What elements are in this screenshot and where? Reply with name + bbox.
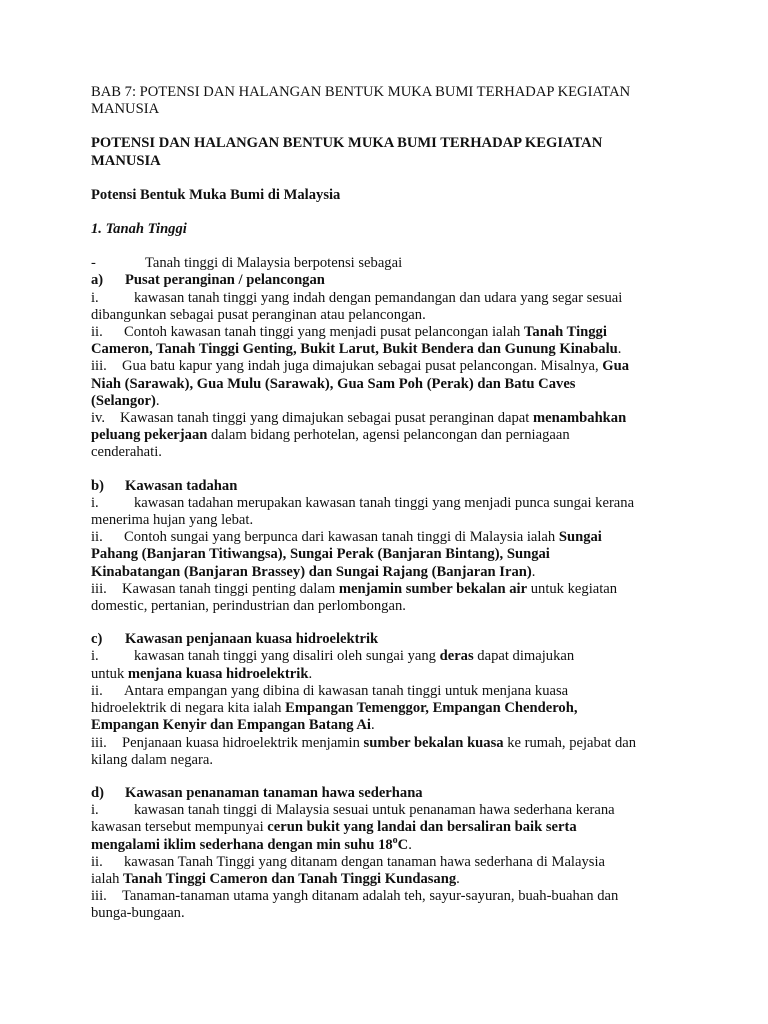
- item-d-ii-end: .: [456, 870, 460, 887]
- main-title-line1: POTENSI DAN HALANGAN BENTUK MUKA BUMI TERHADAP KEGIATAN: [91, 135, 603, 152]
- item-a-iv-text2: dalam bidang perhotelan, agensi pelancongan dan perniagaan: [207, 427, 570, 444]
- intro-text: Tanah tinggi di Malaysia berpotensi sebagai: [145, 255, 403, 272]
- item-d-ii-num: ii.: [91, 853, 103, 870]
- item-d-ii-bold1: Tanah Tinggi Cameron dan Tanah Tinggi Kundasang: [123, 870, 457, 887]
- chapter-title-line2: MANUSIA: [91, 101, 160, 118]
- item-c-point-ii: [91, 683, 678, 735]
- item-a-iv-bold1: menambahkan: [532, 410, 627, 427]
- item-b-point-i: [91, 495, 678, 529]
- item-a-point-ii: [91, 324, 678, 358]
- item-c-i-text: kawasan tanah tinggi yang disaliri oleh sungai yang: [134, 648, 440, 665]
- item-a-ii-bold1: Tanah Tinggi: [524, 324, 607, 341]
- item-a-i-line2: dibangunkan sebagai pusat peranginan atau pelancongan.: [91, 306, 426, 323]
- item-c-iii-text2: ke rumah, pejabat dan: [503, 734, 637, 751]
- item-c-i-text2: dapat dimajukan: [473, 648, 575, 665]
- item-a-iv-text3: cenderahati.: [91, 444, 162, 461]
- item-c-point-iii: [91, 735, 678, 769]
- item-a-iv-bold2: peluang pekerjaan: [91, 427, 208, 444]
- item-a-i-num: i.: [91, 289, 99, 306]
- item-d-iii-num: iii.: [91, 888, 107, 905]
- item-b-heading: [91, 478, 678, 495]
- main-title-line2: MANUSIA: [91, 152, 161, 169]
- chapter-title-line1: BAB 7: POTENSI DAN HALANGAN BENTUK MUKA BUMI TERHADAP KEGIATAN: [91, 84, 631, 100]
- item-d-i-bold3: C: [397, 836, 409, 853]
- item-b-point-ii: [91, 529, 678, 581]
- item-a-ii-text: Contoh kawasan tanah tinggi yang menjadi pusat pelancongan ialah: [124, 324, 525, 341]
- item-d-point-i: [91, 802, 678, 854]
- item-d-iii-text: Tanaman-tanaman utama yangh ditanam adalah teh, sayur-sayuran, buah-buahan dan: [122, 888, 619, 905]
- item-a-heading: [91, 272, 678, 289]
- item-c-i-bold1: deras: [439, 648, 474, 665]
- item-d-i-text2: kawasan tersebut mempunyai: [91, 819, 268, 836]
- item-d-heading: [91, 785, 678, 802]
- item-a-ii-bold2: Cameron, Tanah Tinggi Genting, Bukit Larut, Bukit Bendera dan Gunung Kinabalu: [91, 341, 618, 358]
- item-c-label: c): [91, 631, 103, 648]
- item-c-iii-bold1: sumber bekalan kuasa: [363, 734, 504, 751]
- item-c-iii-text3: kilang dalam negara.: [91, 751, 213, 768]
- item-c-i-end: .: [308, 665, 313, 682]
- item-a-iii-bold1: Gua: [602, 358, 630, 375]
- item-b-iii-text3: domestic, pertanian, perindustrian dan perlombongan.: [91, 598, 406, 615]
- item-c-ii-text2: hidroelektrik di negara kita ialah: [91, 700, 286, 717]
- item-a-ii-num: ii.: [91, 324, 103, 341]
- item-d-i-num: i.: [91, 802, 99, 819]
- item-d-i-bold2: mengalami iklim sederhana dengan min suhu 18: [91, 836, 393, 853]
- item-d-point-iii: [91, 888, 678, 922]
- item-d-i-bold1: cerun bukit yang landai dan bersaliran baik serta: [267, 819, 577, 836]
- item-b-ii-bold3: Kinabatangan (Banjaran Brassey) dan Sungai Rajang (Banjaran Iran): [91, 563, 532, 580]
- item-b-ii-text: Contoh sungai yang berpunca dari kawasan tanah tinggi di Malaysia ialah: [124, 529, 559, 546]
- item-d-iii-text2: bunga-bungaan.: [91, 905, 185, 922]
- item-d-ii-text: kawasan Tanah Tinggi yang ditanam dengan tanaman hawa sederhana di Malaysia: [124, 853, 605, 870]
- item-a-point-iv: [91, 410, 678, 462]
- item-c-point-i: [91, 648, 678, 682]
- item-a-iii-bold3: (Selangor): [91, 392, 156, 409]
- item-c-ii-text: Antara empangan yang dibina di kawasan tanah tinggi untuk menjana kuasa: [124, 682, 569, 699]
- item-a-iii-num: iii.: [91, 358, 107, 375]
- intro-line: [91, 255, 678, 272]
- item-c-i-text3: untuk: [91, 665, 128, 682]
- item-c-iii-text: Penjanaan kuasa hidroelektrik menjamin: [122, 734, 364, 751]
- item-d-i-line1: kawasan tanah tinggi di Malaysia sesuai untuk penanaman hawa sederhana kerana: [134, 802, 615, 819]
- item-a-point-i: [91, 290, 678, 324]
- item-a-iii-end: .: [155, 392, 160, 409]
- item-b-heading-text: Kawasan tadahan: [125, 477, 238, 494]
- item-b-iii-num: iii.: [91, 580, 107, 597]
- item-b-i-num: i.: [91, 494, 99, 511]
- item-b-ii-bold2: Pahang (Banjaran Titiwangsa), Sungai Perak (Banjaran Bintang), Sungai: [91, 546, 550, 563]
- item-a-iii-bold2: Niah (Sarawak), Gua Mulu (Sarawak), Gua Sam Poh (Perak) dan Batu Caves: [91, 375, 576, 392]
- item-b-iii-text2: untuk kegiatan: [527, 580, 618, 597]
- item-d-label: d): [91, 784, 104, 801]
- subtitle: [91, 187, 678, 204]
- item-b-ii-bold1: Sungai: [558, 529, 602, 546]
- item-c-i-num: i.: [91, 648, 99, 665]
- item-b-point-iii: [91, 581, 678, 615]
- item-a-point-iii: [91, 358, 678, 410]
- item-c-ii-num: ii.: [91, 682, 103, 699]
- item-c-heading-text: Kawasan penjanaan kuasa hidroelektrik: [125, 631, 379, 648]
- item-a-iv-text: Kawasan tanah tinggi yang dimajukan sebagai pusat peranginan dapat: [120, 410, 533, 427]
- item-a-ii-end: .: [617, 341, 622, 358]
- item-a-label: a): [91, 272, 104, 289]
- item-c-iii-num: iii.: [91, 734, 107, 751]
- chapter-title: [91, 84, 678, 118]
- item-d-i-end: .: [408, 836, 412, 853]
- item-b-i-line2: menerima hujan yang lebat.: [91, 512, 254, 529]
- item-c-ii-bold2: Empangan Kenyir dan Empangan Batang Ai: [91, 717, 371, 734]
- item-a-heading-text: Pusat peranginan / pelancongan: [125, 272, 325, 289]
- item-c-ii-bold1: Empangan Temenggor, Empangan Chenderoh,: [285, 700, 578, 717]
- item-d-ii-text2: ialah: [91, 870, 124, 887]
- section-heading-text: 1. Tanah Tinggi: [91, 221, 187, 238]
- item-a-iv-num: iv.: [91, 410, 106, 427]
- item-c-ii-end: .: [370, 717, 375, 734]
- item-b-iii-bold1: menjamin sumber bekalan air: [338, 580, 528, 597]
- main-title: [91, 135, 678, 169]
- item-d-heading-text: Kawasan penanaman tanaman hawa sederhana: [125, 784, 423, 801]
- item-d-point-ii: [91, 854, 678, 888]
- item-a-i-line1: kawasan tanah tinggi yang indah dengan pemandangan dan udara yang segar sesuai: [134, 289, 623, 306]
- item-b-ii-num: ii.: [91, 529, 103, 546]
- item-b-iii-text: Kawasan tanah tinggi penting dalam: [122, 580, 339, 597]
- item-b-i-line1: kawasan tadahan merupakan kawasan tanah tinggi yang menjadi punca sungai kerana: [134, 494, 635, 511]
- intro-dash: -: [91, 255, 96, 272]
- item-c-i-bold2: menjana kuasa hidroelektrik: [127, 665, 309, 682]
- item-c-heading: [91, 631, 678, 648]
- item-b-ii-end: .: [531, 563, 536, 580]
- subtitle-text: Potensi Bentuk Muka Bumi di Malaysia: [91, 186, 341, 203]
- item-a-iii-text: Gua batu kapur yang indah juga dimajukan sebagai pusat pelancongan. Misalnya,: [122, 358, 603, 375]
- item-b-label: b): [91, 477, 104, 494]
- degree-superscript: o: [392, 834, 398, 846]
- section-heading: [91, 221, 678, 238]
